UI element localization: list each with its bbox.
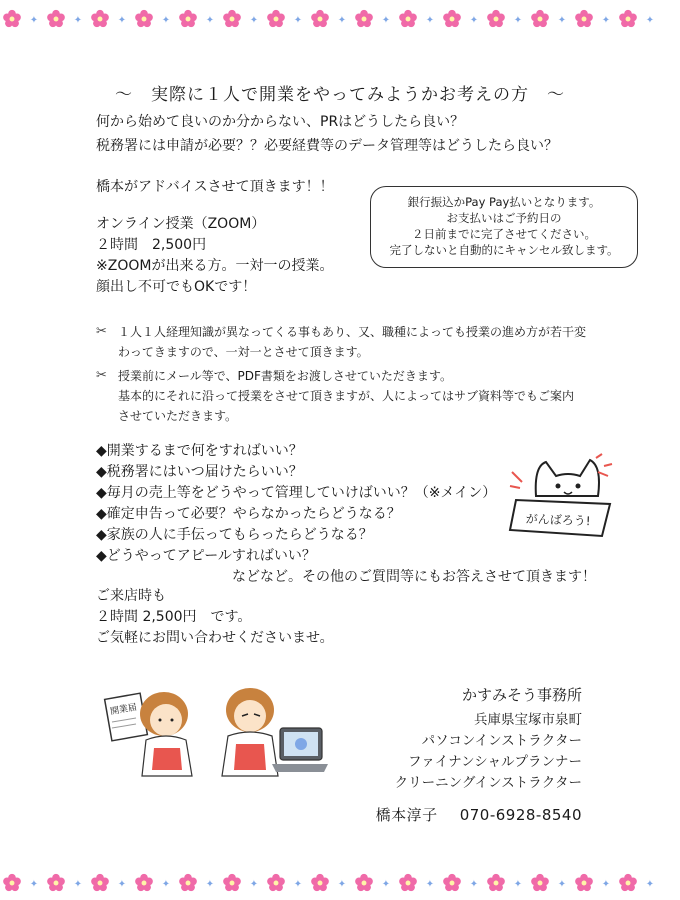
note-item bbox=[96, 366, 616, 426]
credential-line: ファイナンシャルプランナー bbox=[408, 754, 582, 770]
sparkle-decoration: ✦ bbox=[381, 15, 391, 26]
sparkle-decoration: ✦ bbox=[117, 879, 127, 890]
flower-decoration bbox=[47, 10, 65, 27]
other-questions-text: などなど。その他のご質問等にもお答えさせて頂きます！ bbox=[232, 569, 596, 585]
store-line: ご来店時も bbox=[96, 588, 166, 604]
top-flower-border bbox=[0, 6, 680, 32]
online-line: オンライン授業（ZOOM） bbox=[96, 216, 266, 232]
sparkle-decoration: ✦ bbox=[161, 15, 171, 26]
flower-decoration bbox=[91, 874, 109, 891]
topic-item: ◆毎月の売上等をどうやって管理していけばいい？（※メイン） bbox=[96, 485, 497, 501]
flower-decoration bbox=[487, 10, 505, 27]
payment-line: ２日前までに完了させてください。 bbox=[412, 227, 596, 241]
sparkle-decoration: ✦ bbox=[161, 879, 171, 890]
topic-item: ◆どうやってアピールすればいい？ bbox=[96, 548, 316, 564]
topic-list bbox=[96, 441, 496, 567]
sparkle-decoration: ✦ bbox=[205, 879, 215, 890]
flower-decoration bbox=[311, 874, 329, 891]
payment-line: 銀行振込かPay Pay払いとなります。 bbox=[407, 195, 601, 209]
flower-decoration bbox=[47, 874, 65, 891]
topic-item: ◆確定申告って必要？やらなかったらどうなる？ bbox=[96, 506, 401, 522]
sparkle-decoration: ✦ bbox=[249, 15, 259, 26]
contact-info bbox=[376, 804, 582, 825]
payment-line: お支払いはご予約日の bbox=[446, 211, 562, 225]
cat-sign-text: がんばろう! bbox=[525, 511, 591, 529]
store-line: ２時間 2,500円 です。 bbox=[96, 609, 252, 625]
sparkle-decoration: ✦ bbox=[73, 15, 83, 26]
flower-decoration bbox=[487, 874, 505, 891]
sparkle-decoration: ✦ bbox=[117, 15, 127, 26]
sparkle-decoration: ✦ bbox=[645, 15, 655, 26]
flower-decoration bbox=[575, 10, 593, 27]
sparkle-decoration: ✦ bbox=[293, 879, 303, 890]
women-illustration bbox=[102, 684, 332, 780]
flower-decoration bbox=[179, 874, 197, 891]
flower-decoration bbox=[575, 874, 593, 891]
credential-line: クリーニングインストラクター bbox=[394, 775, 582, 791]
sparkle-decoration: ✦ bbox=[557, 879, 567, 890]
intro-line: 税務署には申請が必要？？必要経費等のデータ管理等はどうしたら良い？ bbox=[96, 138, 558, 154]
lesson-notes bbox=[96, 322, 616, 430]
note-line: わってきますので、一対一とさせて頂きます。 bbox=[118, 345, 369, 359]
sparkle-decoration: ✦ bbox=[381, 879, 391, 890]
sparkle-decoration: ✦ bbox=[645, 879, 655, 890]
sparkle-decoration: ✦ bbox=[601, 879, 611, 890]
sparkle-decoration: ✦ bbox=[293, 15, 303, 26]
note-line: させていただきます。 bbox=[118, 409, 238, 423]
credential-line: パソコンインストラクター bbox=[421, 733, 582, 749]
flower-decoration bbox=[3, 10, 21, 27]
flower-decoration bbox=[531, 874, 549, 891]
advice-text: 橋本がアドバイスさせて頂きます！！ bbox=[96, 179, 334, 195]
contact-phone: 070-6928-8540 bbox=[459, 806, 582, 824]
online-lesson-info bbox=[96, 214, 333, 298]
sparkle-decoration: ✦ bbox=[337, 879, 347, 890]
flower-decoration bbox=[399, 10, 417, 27]
store-visit-info bbox=[96, 586, 334, 649]
flower-decoration bbox=[443, 874, 461, 891]
flower-decoration bbox=[355, 874, 373, 891]
online-line: 顔出し不可でもOKです！ bbox=[96, 279, 257, 295]
flower-decoration bbox=[91, 10, 109, 27]
intro-line: 何から始めて良いのか分からない、PRはどうしたら良い？ bbox=[96, 114, 465, 130]
cat-illustration bbox=[506, 452, 616, 544]
note-item bbox=[96, 322, 616, 362]
sparkle-decoration: ✦ bbox=[337, 15, 347, 26]
sparkle-decoration: ✦ bbox=[205, 15, 215, 26]
flower-decoration bbox=[179, 10, 197, 27]
note-line: 授業前にメール等で、PDF書類をお渡しさせていただきます。 bbox=[118, 369, 452, 383]
payment-line: 完了しないと自動的にキャンセル致します。 bbox=[389, 243, 619, 257]
sparkle-decoration: ✦ bbox=[601, 15, 611, 26]
credential-line: 兵庫県宝塚市泉町 bbox=[474, 712, 582, 728]
paper-label: 開業届 bbox=[109, 702, 138, 718]
flower-decoration bbox=[355, 10, 373, 27]
scissors-icon: ✂ bbox=[96, 324, 107, 339]
office-name: かすみそう事務所 bbox=[461, 686, 582, 704]
sparkle-decoration: ✦ bbox=[425, 879, 435, 890]
sparkle-decoration: ✦ bbox=[29, 879, 39, 890]
online-line: ※ZOOMが出来る方。一対一の授業。 bbox=[96, 258, 334, 274]
flower-decoration bbox=[619, 874, 637, 891]
flower-decoration bbox=[311, 10, 329, 27]
flower-decoration bbox=[443, 10, 461, 27]
sparkle-decoration: ✦ bbox=[469, 15, 479, 26]
sparkle-decoration: ✦ bbox=[29, 15, 39, 26]
bottom-flower-border bbox=[0, 870, 680, 896]
scissors-icon: ✂ bbox=[96, 368, 107, 383]
flower-decoration bbox=[135, 874, 153, 891]
flower-decoration bbox=[135, 10, 153, 27]
contact-name: 橋本淳子 bbox=[375, 806, 438, 824]
sparkle-decoration: ✦ bbox=[249, 879, 259, 890]
flower-decoration bbox=[223, 10, 241, 27]
topic-item: ◆税務署にはいつ届けたらいい？ bbox=[96, 464, 303, 480]
online-line: ２時間 2,500円 bbox=[96, 237, 207, 253]
flower-decoration bbox=[531, 10, 549, 27]
flower-decoration bbox=[223, 874, 241, 891]
note-line: 基本的にそれに沿って授業をさせて頂きますが、人によってはサブ資料等でもご案内 bbox=[118, 389, 575, 403]
sparkle-decoration: ✦ bbox=[513, 879, 523, 890]
sparkle-decoration: ✦ bbox=[469, 879, 479, 890]
sparkle-decoration: ✦ bbox=[513, 15, 523, 26]
sparkle-decoration: ✦ bbox=[425, 15, 435, 26]
store-line: ご気軽にお問い合わせくださいませ。 bbox=[96, 630, 334, 646]
topic-item: ◆開業するまで何をすればいい？ bbox=[96, 443, 303, 459]
topic-item: ◆家族の人に手伝ってもらったらどうなる？ bbox=[96, 527, 373, 543]
note-line: １人１人経理知識が異なってくる事もあり、又、職種によっても授業の進め方が若干変 bbox=[118, 325, 587, 339]
intro-text bbox=[96, 110, 558, 158]
payment-notice-box bbox=[370, 186, 638, 268]
flower-decoration bbox=[3, 874, 21, 891]
sparkle-decoration: ✦ bbox=[73, 879, 83, 890]
flower-decoration bbox=[267, 874, 285, 891]
flower-decoration bbox=[267, 10, 285, 27]
page-heading: ～ 実際に１人で開業をやってみようかお考えの方 ～ bbox=[115, 85, 565, 105]
sparkle-decoration: ✦ bbox=[557, 15, 567, 26]
flower-decoration bbox=[399, 874, 417, 891]
credentials-list bbox=[395, 710, 582, 794]
flower-decoration bbox=[619, 10, 637, 27]
